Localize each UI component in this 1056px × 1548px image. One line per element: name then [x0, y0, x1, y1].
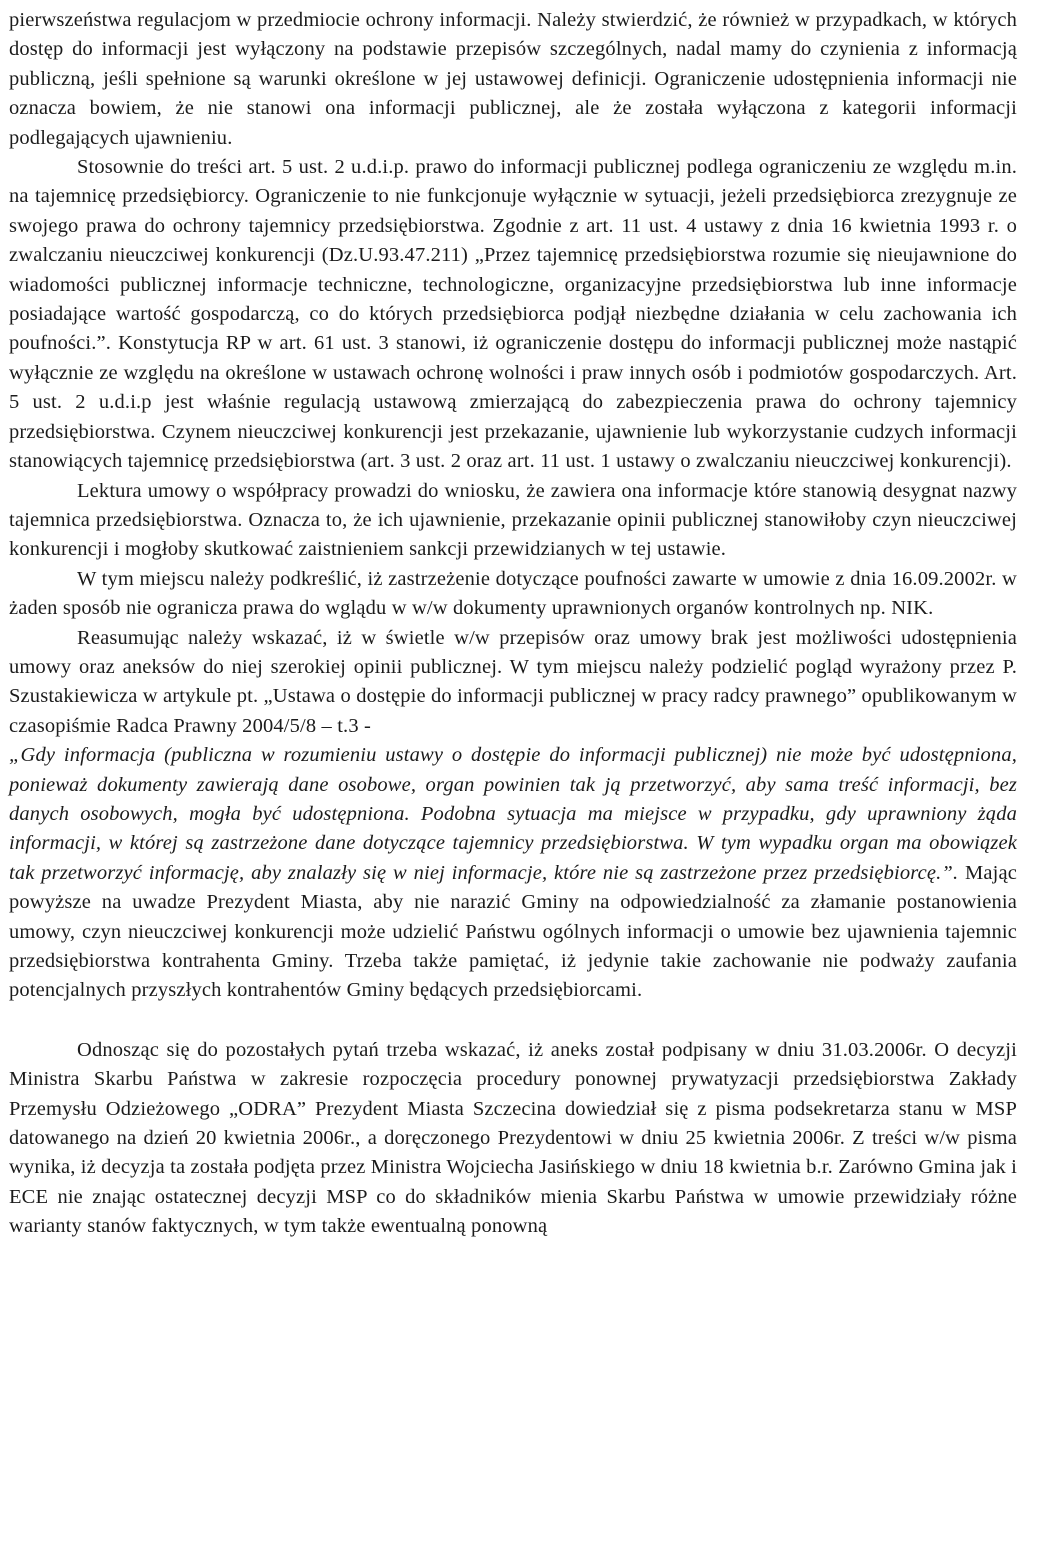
paragraph-gap: [9, 1006, 1017, 1036]
paragraph-3: Lektura umowy o współpracy prowadzi do wniosku, że zawiera ona informacje które stanowią desygnat nazwy tajemnica przedsiębiorstwa. Oznacza to, że ich ujawnienie, przekazanie opinii publicznej stanowiłoby czyn nieuczciwej konkurencji i mogłoby skutkować zaistnieniem sankcji przewidzianych w tej ustawie.: [9, 479, 1017, 561]
paragraph-1: pierwszeństwa regulacjom w przedmiocie ochrony informacji. Należy stwierdzić, że również w przypadkach, w których dostęp do informacji jest wyłączony na podstawie przepisów szczególnych, nadal mamy do czynienia z informacją publiczną, jeśli spełnione są warunki określone w jej ustawowej definicji. Ograniczenie udostępnienia informacji nie oznacza bowiem, że nie stanowi ona informacji publicznej, ale że została wyłączona z kategorii informacji podlegających ujawnieniu.: [9, 9, 1017, 149]
paragraph-4: W tym miejscu należy podkreślić, iż zastrzeżenie dotyczące poufności zawarte w umowie z dnia 16.09.2002r. w żaden sposób nie ogranicza prawa do wglądu w w/w dokumenty uprawnionych organów kontrolnych np. NIK.: [9, 567, 1017, 620]
paragraph-2: Stosownie do treści art. 5 ust. 2 u.d.i.p. prawo do informacji publicznej podlega ograniczeniu ze względu m.in. na tajemnicę przedsiębiorcy. Ograniczenie to nie funkcjonuje wyłącznie w sytuacji, jeżeli przedsiębiorca zrezygnuje ze swojego prawa do ochrony tajemnicy przedsiębiorstwa. Zgodnie z art. 11 ust. 4 ustawy z dnia 16 kwietnia 1993 r. o zwalczaniu nieuczciwej konkurencji (Dz.U.93.47.211) „Przez tajemnicę przedsiębiorstwa rozumie się nieujawnione do wiadomości publicznej informacje techniczne, technologiczne, organizacyjne przedsiębiorstwa lub inne informacje posiadające wartość gospodarczą, co do których przedsiębiorca podjął niezbędne działania w celu zachowania ich poufności.”. Konstytucja RP w art. 61 ust. 3 stanowi, iż ograniczenie dostępu do informacji publicznej może nastąpić wyłącznie ze względu na określone w ustawach ochronę wolności i praw innych osób i podmiotów gospodarczych. Art. 5 ust. 2 u.d.i.p jest właśnie regulacją ustawową zmierzającą do zabezpieczenia prawa do ochrony tajemnicy przedsiębiorstwa. Czynem nieuczciwej konkurencji jest przekazanie, ujawnienie lub wykorzystanie cudzych informacji stanowiących tajemnicę przedsiębiorstwa (art. 3 ust. 2 oraz art. 11 ust. 1 ustawy o zwalczaniu nieuczciwej konkurencji).: [9, 156, 1017, 473]
document-page: [9, 6, 1017, 1242]
quote-paragraph: [9, 741, 1017, 1006]
italic-quote: „Gdy informacja (publiczna w rozumieniu ustawy o dostępie do informacji publicznej) nie może być udostępniona, ponieważ dokumenty zawierają dane osobowe, organ powinien tak ją przetworzyć, aby sama treść informacji, bez danych osobowych, mogła być udostępniona. Podobna sytuacja ma miejsce w przypadku, gdy uprawniony żąda informacji, w której są zastrzeżone dane dotyczące tajemnicy przedsiębiorstwa. W tym wypadku organ ma obowiązek tak przetworzyć informację, aby znalazły się w niej informacje, które nie są zastrzeżone przez przedsiębiorcę.”.: [9, 744, 1017, 884]
paragraph-5: Reasumując należy wskazać, iż w świetle w/w przepisów oraz umowy brak jest możliwości udostępnienia umowy oraz aneksów do niej szerokiej opinii publicznej. W tym miejscu należy podzielić pogląd wyrażony przez P. Szustakiewicza w artykule pt. „Ustawa o dostępie do informacji publicznej w pracy radcy prawnego” opublikowanym w czasopiśmie Radca Prawny 2004/5/8 – t.3 -: [9, 626, 1017, 737]
paragraph-6: Odnosząc się do pozostałych pytań trzeba wskazać, iż aneks został podpisany w dniu 31.03.2006r. O decyzji Ministra Skarbu Państwa w zakresie rozpoczęcia procedury ponownej prywatyzacji przedsiębiorstwa Zakłady Przemysłu Odzieżowego „ODRA” Prezydent Miasta Szczecina dowiedział się z pisma podsekretarza stanu w MSP datowanego na dzień 20 kwietnia 2006r., a doręczonego Prezydentowi w dniu 25 kwietnia 2006r. Z treści w/w pisma wynika, iż decyzja ta została podjęta przez Ministra Wojciecha Jasińskiego w dniu 18 kwietnia b.r. Zarówno Gmina jak i ECE nie znając ostatecznej decyzji MSP co do składników mienia Skarbu Państwa w umowie przewidziały różne warianty stanów faktycznych, w tym także ewentualną ponowną: [9, 1038, 1017, 1238]
quote-continuation: Mając powyższe na uwadze Prezydent Miasta, aby nie narazić Gminy na odpowiedzialność za złamanie postanowienia umowy, czyn nieuczciwej konkurencji może udzielić Państwu ogólnych informacji o umowie bez ujawnienia tajemnic przedsiębiorstwa kontrahenta Gminy. Trzeba także pamiętać, iż jedynie takie zachowanie nie podważy zaufania potencjalnych przyszłych kontrahentów Gminy będących przedsiębiorcami.: [9, 861, 1017, 1002]
